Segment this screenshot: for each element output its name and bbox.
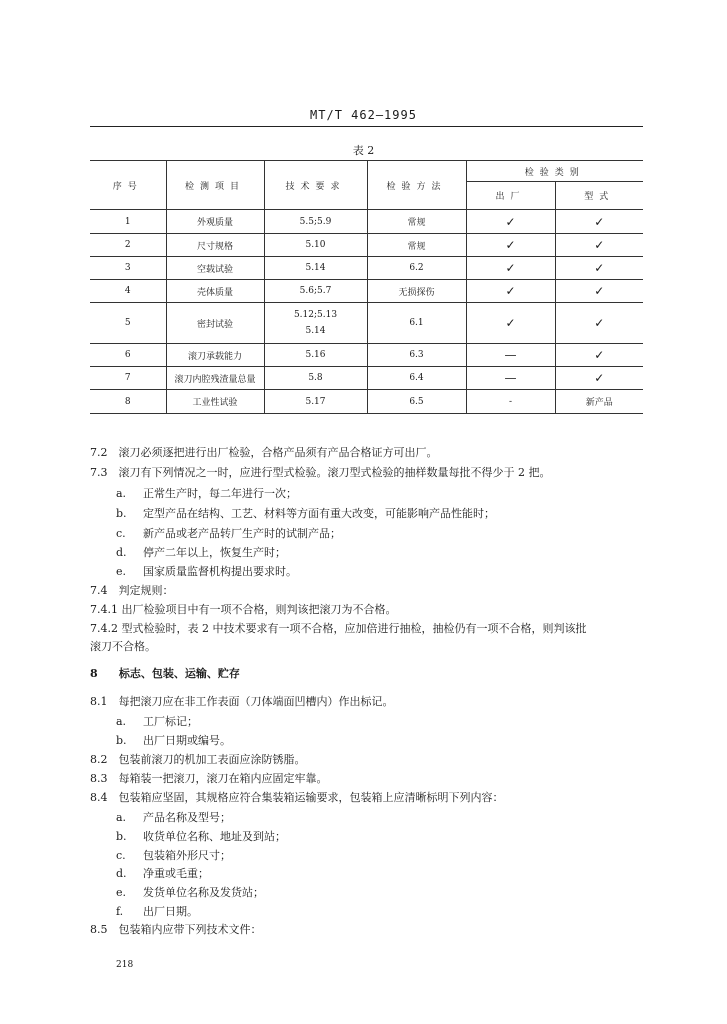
header-factory: 出厂 (466, 182, 555, 210)
header-method: 检验方法 (367, 161, 466, 210)
row-seq: 3 (90, 257, 166, 280)
row-item: 滚刀承载能力 (166, 344, 264, 367)
row-type-check: ✓ (555, 210, 643, 234)
list-item: b. 定型产品在结构、工艺、材料等方面有重大改变，可能影响产品性能时； (116, 507, 495, 520)
row-method: 常规 (367, 210, 466, 234)
row-factory-check: ✓ (466, 234, 555, 257)
header-category: 检验类别 (466, 161, 643, 182)
row-seq: 6 (90, 344, 166, 367)
row-req: 5.6;5.7 (264, 280, 367, 303)
clause-8-5: 8.5 包装箱内应带下列技术文件： (90, 923, 262, 936)
clause-7-4: 7.4 判定规则： (90, 584, 174, 597)
table-row (90, 390, 643, 414)
row-seq: 1 (90, 210, 166, 234)
row-item: 滚刀内腔残渣量总量 (166, 367, 264, 390)
row-factory-check: - (466, 390, 555, 414)
row-item: 空载试验 (166, 257, 264, 280)
row-seq: 7 (90, 367, 166, 390)
table-row (90, 210, 643, 234)
table-row (90, 303, 643, 344)
row-type-check: ✓ (555, 303, 643, 344)
row-item: 壳体质量 (166, 280, 264, 303)
clause-7-4-2-cont: 滚刀不合格。 (90, 640, 156, 653)
list-item: c. 新产品或老产品转厂生产时的试制产品； (116, 527, 341, 540)
row-type-check: ✓ (555, 280, 643, 303)
row-req-line1: 5.12;5.13 (293, 310, 338, 320)
clause-8-2: 8.2 包装前滚刀的机加工表面应涂防锈脂。 (90, 753, 306, 766)
row-method: 6.1 (367, 303, 466, 344)
row-item: 尺寸规格 (166, 234, 264, 257)
row-req: 5.10 (264, 234, 367, 257)
row-method: 6.2 (367, 257, 466, 280)
header-tech-req: 技术要求 (264, 161, 367, 210)
row-type-check: ✓ (555, 367, 643, 390)
row-factory-check: ✓ (466, 257, 555, 280)
row-factory-check: ✓ (466, 280, 555, 303)
standard-number: MT/T 462—1995 (310, 108, 417, 122)
table-caption: 表 2 (352, 144, 375, 157)
clause-7-4-1: 7.4.1 出厂检验项目中有一项不合格，则判该把滚刀为不合格。 (90, 603, 397, 616)
table-row (90, 257, 643, 280)
row-seq: 8 (90, 390, 166, 414)
row-type-check: ✓ (555, 257, 643, 280)
row-type-check: ✓ (555, 234, 643, 257)
list-item: a. 产品名称及型号； (116, 811, 231, 824)
row-seq: 4 (90, 280, 166, 303)
row-type-check: ✓ (555, 344, 643, 367)
row-factory-check: — (466, 344, 555, 367)
list-item: b. 出厂日期或编号。 (116, 734, 231, 747)
row-method: 无损探伤 (367, 280, 466, 303)
row-req (264, 303, 367, 344)
row-factory-check: ✓ (466, 210, 555, 234)
header-type: 型式 (555, 182, 643, 210)
inspection-table (90, 160, 643, 414)
list-item: e. 发货单位名称及发货站； (116, 886, 264, 899)
row-req: 5.17 (264, 390, 367, 414)
page-number: 218 (116, 960, 134, 970)
row-req: 5.14 (264, 257, 367, 280)
clause-8-4: 8.4 包装箱应坚固，其规格应符合集装箱运输要求，包装箱上应清晰标明下列内容： (90, 791, 504, 804)
list-item: b. 收货单位名称、地址及到站； (116, 830, 286, 843)
clause-7-3: 7.3 滚刀有下列情况之一时，应进行型式检验。滚刀型式检验的抽样数量每批不得少于 2 把。 (90, 466, 551, 479)
row-req: 5.16 (264, 344, 367, 367)
list-item: d. 净重或毛重； (116, 867, 209, 880)
table-row (90, 280, 643, 303)
clause-7-4-2: 7.4.2 型式检验时，表 2 中技术要求有一项不合格，应加倍进行抽检，抽检仍有一项不合格，则判该批 (90, 622, 587, 635)
row-method: 常规 (367, 234, 466, 257)
row-seq: 5 (90, 303, 166, 344)
row-req: 5.8 (264, 367, 367, 390)
table-row (90, 367, 643, 390)
section-8-heading: 8 标志、包装、运输、贮存 (90, 667, 240, 680)
row-req-line2: 5.14 (305, 326, 326, 336)
list-item: f. 出厂日期。 (116, 905, 198, 918)
list-item: a. 工厂标记； (116, 715, 198, 728)
row-type-check: 新产品 (555, 390, 643, 414)
row-item: 外观质量 (166, 210, 264, 234)
table-row (90, 344, 643, 367)
list-item: c. 包装箱外形尺寸； (116, 849, 231, 862)
table-row (90, 234, 643, 257)
row-item: 工业性试验 (166, 390, 264, 414)
list-item: e. 国家质量监督机构提出要求时。 (116, 565, 297, 578)
header-seq: 序号 (90, 161, 166, 210)
list-item: d. 停产二年以上，恢复生产时； (116, 546, 286, 559)
row-item: 密封试验 (166, 303, 264, 344)
row-seq: 2 (90, 234, 166, 257)
row-req: 5.5;5.9 (264, 210, 367, 234)
row-method: 6.5 (367, 390, 466, 414)
header-item: 检测项目 (166, 161, 264, 210)
row-method: 6.4 (367, 367, 466, 390)
list-item: a. 正常生产时，每二年进行一次； (116, 487, 297, 500)
row-factory-check: — (466, 367, 555, 390)
row-factory-check: ✓ (466, 303, 555, 344)
clause-8-3: 8.3 每箱装一把滚刀，滚刀在箱内应固定牢靠。 (90, 772, 328, 785)
header-rule (90, 126, 643, 127)
clause-8-1: 8.1 每把滚刀应在非工作表面（刀体端面凹槽内）作出标记。 (90, 695, 394, 708)
clause-7-2: 7.2 滚刀必须逐把进行出厂检验，合格产品须有产品合格证方可出厂。 (90, 446, 438, 459)
row-method: 6.3 (367, 344, 466, 367)
